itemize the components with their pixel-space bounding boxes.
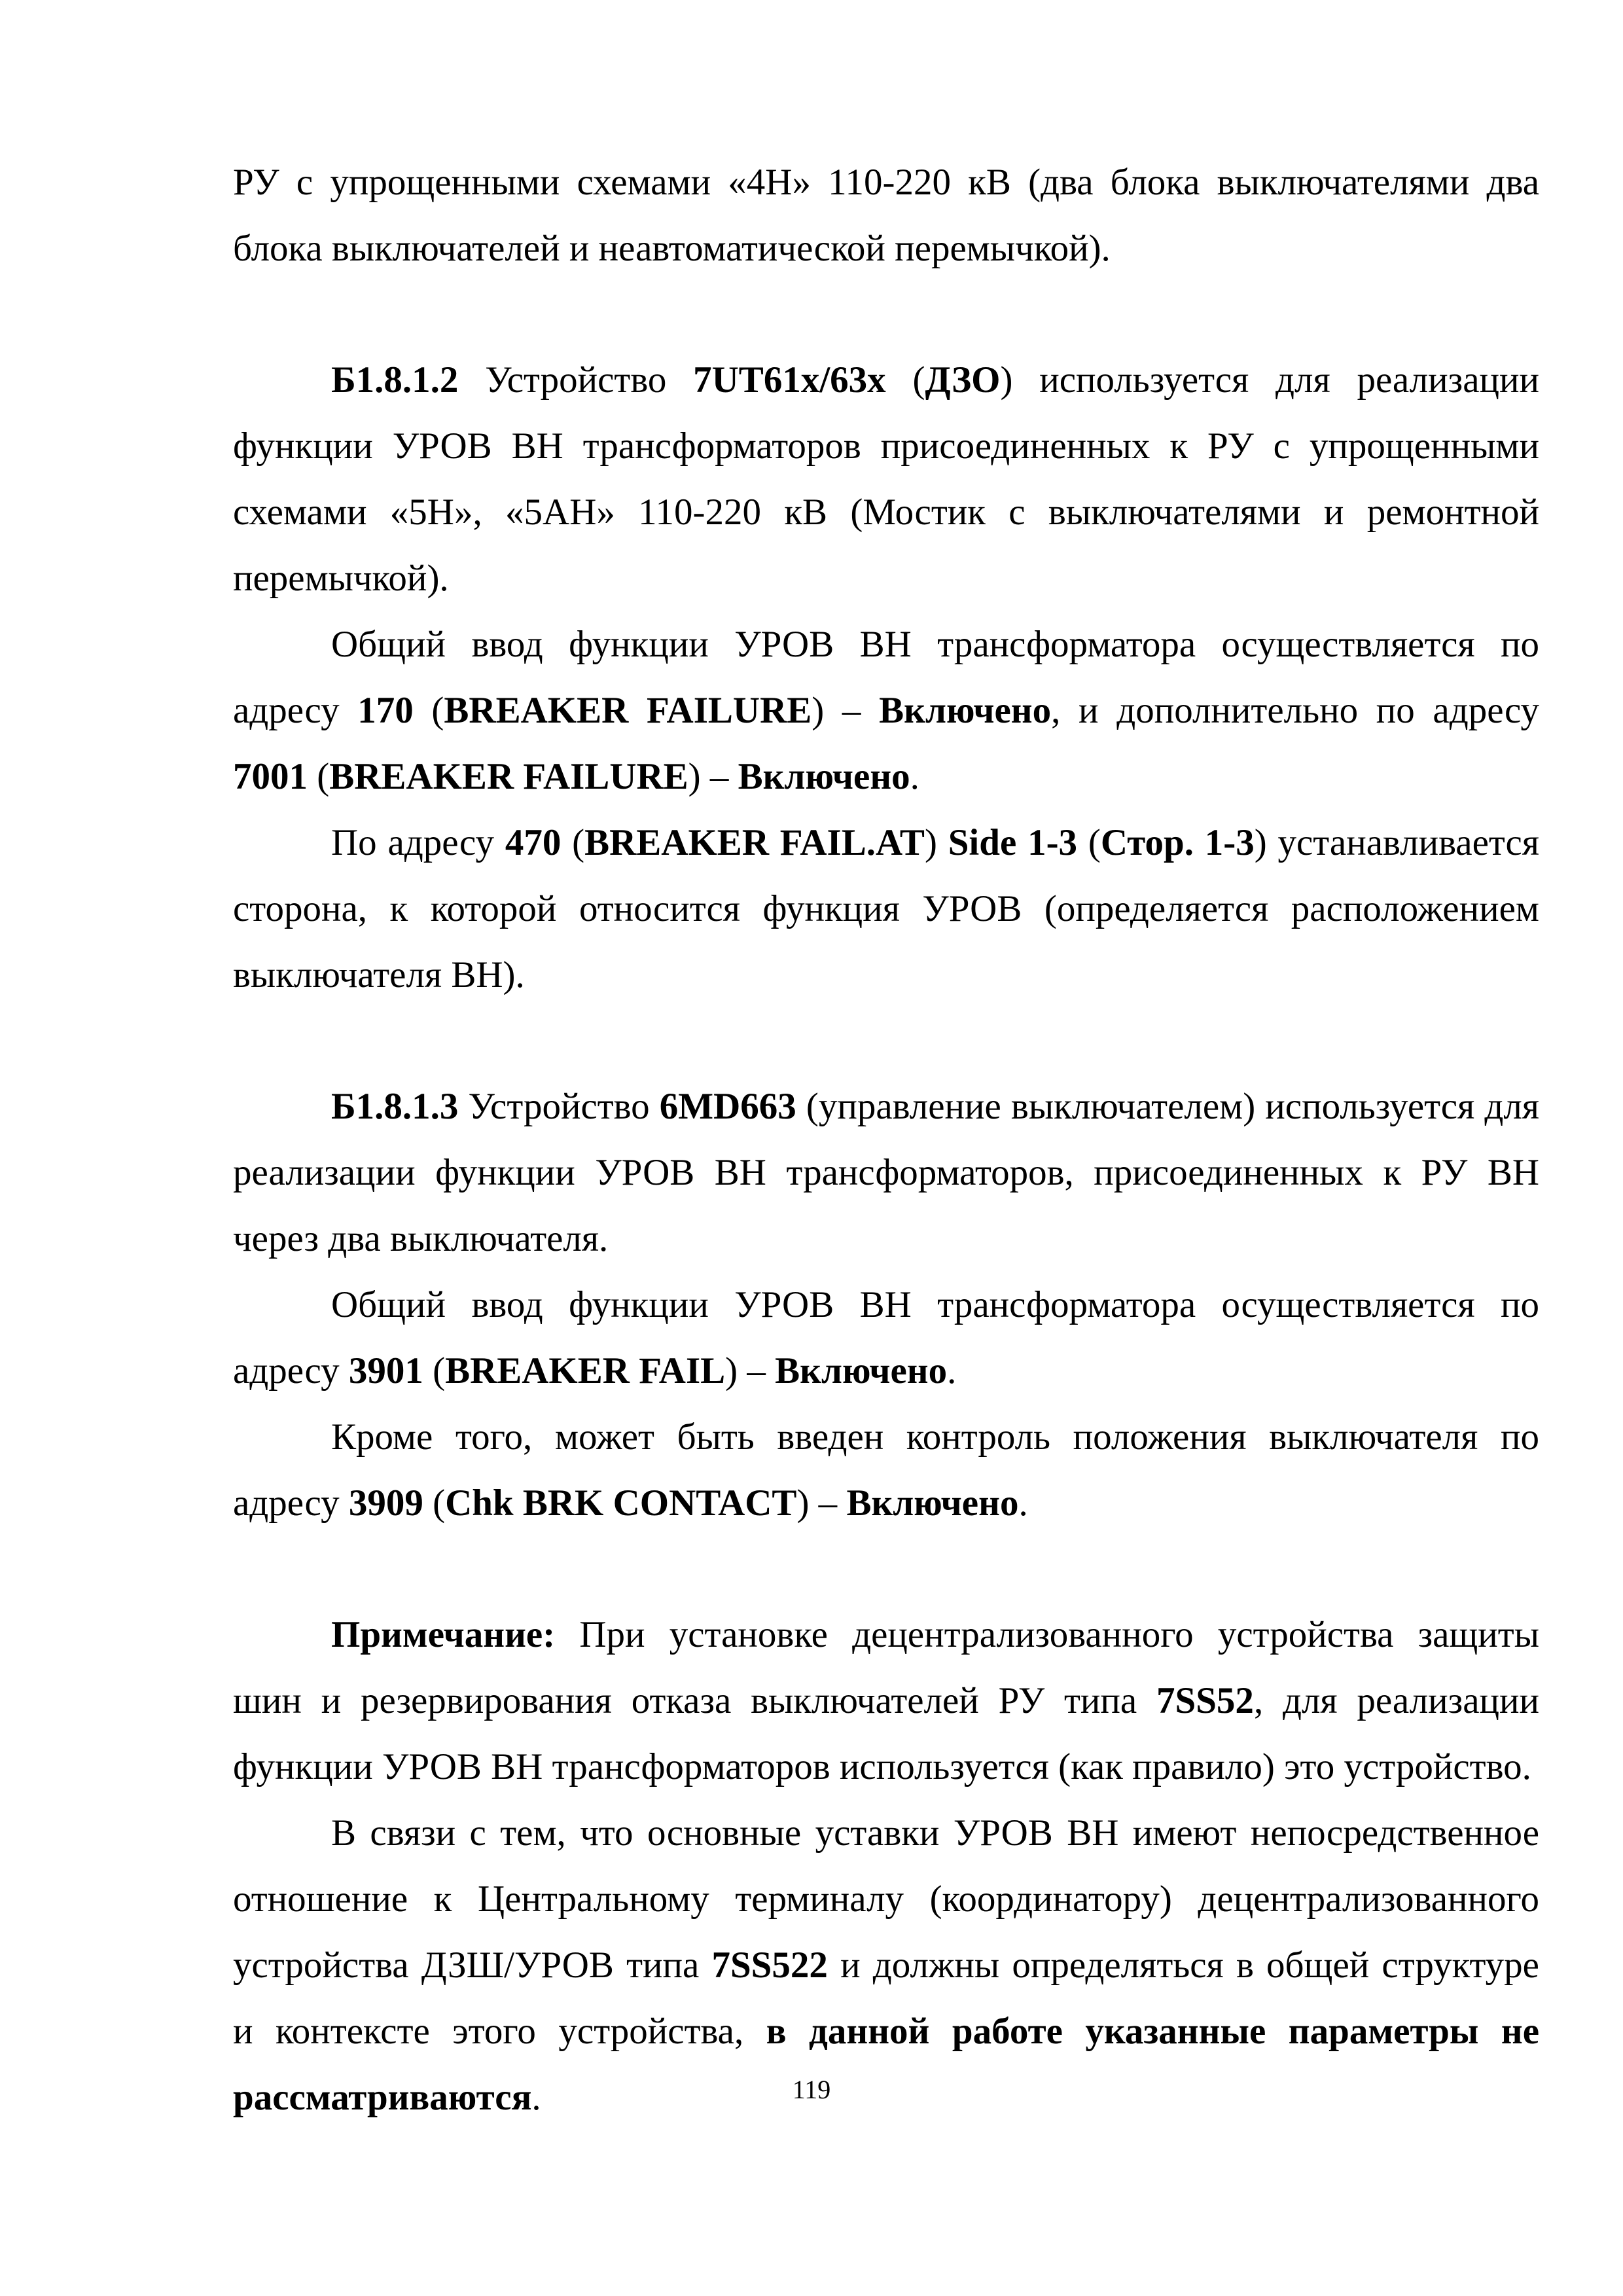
paragraph-breaker-failure-input <box>233 611 1539 810</box>
text-run: ( <box>561 822 585 863</box>
text-run: При установке децентрализованного устройства защиты шин и резервирования отказа выключателей РУ типа <box>233 1614 1539 1721</box>
text-run: Устройство <box>458 1086 660 1127</box>
text-run: Кроме того, может быть введен контроль положения выключателя по адресу <box>233 1416 1539 1524</box>
paragraph-side-setting <box>233 810 1539 1008</box>
paragraph-b1813 <box>233 1073 1539 1272</box>
text-run: ) – <box>688 756 738 797</box>
text-run: Общий ввод функции УРОВ ВН трансформатора осуществляется по адресу <box>233 624 1539 731</box>
parameter-name: BREAKER FAIL.AT <box>584 822 925 863</box>
text-run: ) – <box>812 690 880 731</box>
paragraph-breaker-fail-address <box>233 1272 1539 1404</box>
text-run: По адресу <box>331 822 505 863</box>
text-run: Общий ввод функции УРОВ ВН трансформатора осуществляется по адресу <box>233 1284 1539 1391</box>
device-name: 7SS522 <box>711 1945 828 1986</box>
parameter-value-ru: Стор. 1-3 <box>1100 822 1255 863</box>
parameter-state: Включено <box>738 756 910 797</box>
device-name: 6MD663 <box>659 1086 796 1127</box>
text-run: ( <box>423 1482 446 1524</box>
parameter-state: Включено <box>846 1482 1019 1524</box>
text-run: . <box>947 1350 957 1391</box>
parameter-value: Side 1-3 <box>948 822 1078 863</box>
page-body <box>233 149 1539 2130</box>
text-run: ) – <box>725 1350 776 1391</box>
text-run: ( <box>413 690 444 731</box>
parameter-name: BREAKER FAILURE <box>329 756 688 797</box>
text-run: ( <box>423 1350 446 1391</box>
text-run: , для реализации функции УРОВ ВН трансформаторов используется (как правило) это устройство. <box>233 1680 1540 1787</box>
text-run: , и дополнительно по адресу <box>1051 690 1540 731</box>
section-number: Б1.8.1.2 <box>331 359 459 401</box>
note-label: Примечание: <box>331 1614 556 1655</box>
emphasis-text: в данной работе указанные параметры не рассматриваются <box>233 2011 1540 2118</box>
text-run: Устройство <box>458 359 694 401</box>
text-run: ( <box>885 359 925 401</box>
page-number: 119 <box>792 2075 831 2104</box>
address-value: 3909 <box>348 1482 423 1524</box>
text-run: ) используется для реализации функции УРОВ ВН трансформаторов присоединенных к РУ с упрощенными схемами «5Н», «5АН» 110-220 кВ (Мостик с выключателями и ремонтной перемычкой). <box>233 359 1540 599</box>
address-value: 470 <box>505 822 562 863</box>
parameter-name: BREAKER FAILURE <box>444 690 812 731</box>
text-run: (управление выключателем) используется для реализации функции УРОВ ВН трансформаторов, присоединенных к РУ ВН через два выключателя. <box>233 1086 1540 1259</box>
text-run: ( <box>308 756 330 797</box>
parameter-name: BREAKER FAIL <box>445 1350 726 1391</box>
address-value: 7001 <box>233 756 308 797</box>
text-run: ) <box>924 822 948 863</box>
parameter-state: Включено <box>879 690 1052 731</box>
text-run: В связи с тем, что основные уставки УРОВ ВН имеют непосредственное отношение к Центральному терминалу (координатору) децентрализованного устройства ДЗШ/УРОВ типа <box>233 1812 1539 1986</box>
text-run: . <box>1018 1482 1028 1524</box>
paragraph-breaker-contact-check <box>233 1404 1539 1536</box>
text-run: . <box>910 756 919 797</box>
paragraph-b1812 <box>233 347 1539 611</box>
section-number: Б1.8.1.3 <box>331 1086 459 1127</box>
text-run: ) устанавливается сторона, к которой относится функция УРОВ (определяется расположением выключателя ВН). <box>233 822 1540 996</box>
paragraph-note <box>233 1602 1539 1800</box>
parameter-state: Включено <box>775 1350 948 1391</box>
device-name: 7UT61x/63x <box>693 359 886 401</box>
text-run: и должны определяться в общей структуре и контексте этого устройства, <box>233 1945 1539 2052</box>
address-value: 170 <box>357 690 414 731</box>
address-value: 3901 <box>348 1350 423 1391</box>
device-name: 7SS52 <box>1156 1680 1254 1721</box>
device-function: ДЗО <box>925 359 1001 401</box>
text-run: . <box>531 2077 541 2118</box>
paragraph-continuation: РУ с упрощенными схемами «4Н» 110-220 кВ (два блока выключателями два блока выключателей и неавтоматической перемычкой). <box>233 162 1539 269</box>
text-run: ) – <box>796 1482 847 1524</box>
parameter-name: Chk BRK CONTACT <box>445 1482 797 1524</box>
text-run: ( <box>1077 822 1101 863</box>
